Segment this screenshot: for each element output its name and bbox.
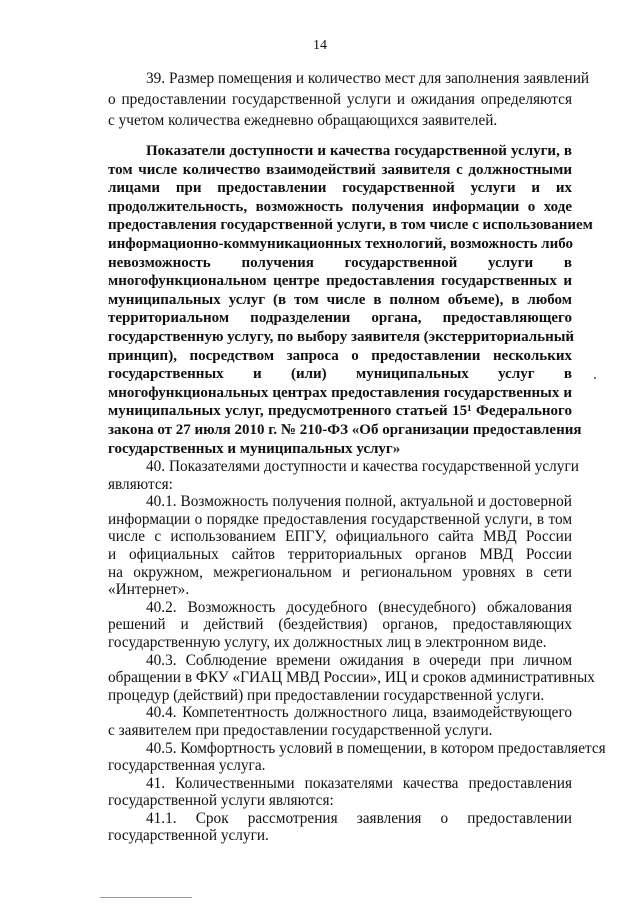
text-line: государственную услугу, их должностных лиц в электронном виде. (108, 633, 547, 651)
text-line: и официальных сайтов территориальных органов МВД России (108, 545, 572, 563)
text-line: государственную услугу, по выбору заявителя (экстерриториальный (108, 328, 575, 345)
text-line: Показатели доступности и качества государственной услуги, в (146, 143, 572, 159)
text-line: на окружном, межрегиональном и региональном уровнях в сети (108, 563, 572, 581)
text-line: 41. Количественными показателями качества предоставления (146, 774, 572, 792)
text-line: закона от 27 июля 2010 г. № 210-ФЗ «Об организации предоставления (108, 421, 582, 438)
paragraph (108, 493, 572, 599)
page-number: 14 (313, 38, 327, 53)
text-line: государственной услуги являются: (108, 792, 334, 810)
text-line: с заявителем при предоставлении государственной услуги. (108, 721, 493, 739)
text-line: обращении в ФКУ «ГИАЦ МВД России», ИЦ и сроков административных (108, 669, 595, 687)
text-line: процедур (действий) при предоставлении государственной услуги. (108, 686, 545, 704)
text-line: 40.5. Комфортность условий в помещении, в котором предоставляется (146, 739, 606, 757)
paragraph (108, 599, 572, 652)
text-line: лицами при предоставлении государственной услуги и их (108, 180, 572, 197)
text-line: продолжительность, возможность получения информации о ходе (108, 198, 572, 215)
text-line: о предоставлении государственной услуги и ожидания определяются (108, 91, 572, 108)
text-line: 40.4. Компетентность должностного лица, взаимодействующего (146, 704, 572, 722)
text-line: территориальном подразделении органа, предоставляющего (108, 310, 572, 327)
section-heading (108, 142, 593, 458)
text-line: принцип), посредством запроса о предоставлении нескольких (108, 347, 572, 364)
text-line: 40. Показателями доступности и качества государственной услуги (146, 458, 579, 475)
text-line: предоставления государственной услуги, в том числе с использованием (108, 217, 593, 234)
footer-rule (100, 897, 192, 898)
text-line: 40.3. Соблюдение времени ожидания в очереди при личном (146, 651, 572, 669)
paragraph (108, 775, 572, 810)
text-line: многофункциональном центре предоставления государственных и (108, 273, 572, 290)
text-line: «Интернет». (108, 581, 190, 599)
text-line: государственной услуги. (108, 827, 269, 845)
text-line: 39. Размер помещения и количество мест для заполнения заявлений (146, 70, 590, 87)
paragraph (108, 458, 579, 493)
text-line: государственных и муниципальных услуг» (108, 440, 401, 457)
text-line: 40.1. Возможность получения полной, актуальной и достоверной (146, 493, 572, 511)
text-line: с учетом количества ежедневно обращающихся заявителей. (108, 112, 498, 129)
text-line: являются: (108, 475, 173, 493)
text-line: муниципальных услуг (в том числе в полном объеме), в любом (108, 291, 572, 308)
paragraph (108, 651, 595, 705)
text-line: невозможность получения государственной услуги в (108, 254, 572, 271)
paragraph (108, 704, 572, 739)
paragraph (108, 739, 606, 775)
text-line: информации о порядке предоставления государственной услуги, в том (108, 510, 572, 528)
paragraph-39 (108, 68, 590, 131)
text-line: информационно-коммуникационных технологий, возможность либо (108, 235, 574, 252)
text-line: том числе количество взаимодействий заявителя с должностными (108, 161, 572, 178)
text-line: многофункциональных центрах предоставления государственных и (108, 384, 572, 401)
text-line: решений и действий (бездействия) органов, предоставляющих (108, 616, 572, 634)
text-line: государственная услуга. (108, 757, 266, 775)
paragraphs-40-41 (108, 458, 606, 845)
paragraph (108, 810, 572, 845)
text-line: 41.1. Срок рассмотрения заявления о предоставлении (146, 809, 572, 827)
text-line: 40.2. Возможность досудебного (внесудебного) обжалования (146, 598, 572, 616)
text-line: государственных и (или) муниципальных услуг в (108, 366, 572, 383)
text-line: муниципальных услуг, предусмотренного статьей 15¹ Федерального (108, 403, 572, 420)
text-line: числе с использованием ЕПГУ, официального сайта МВД России (108, 528, 572, 546)
scan-speck (594, 377, 596, 379)
